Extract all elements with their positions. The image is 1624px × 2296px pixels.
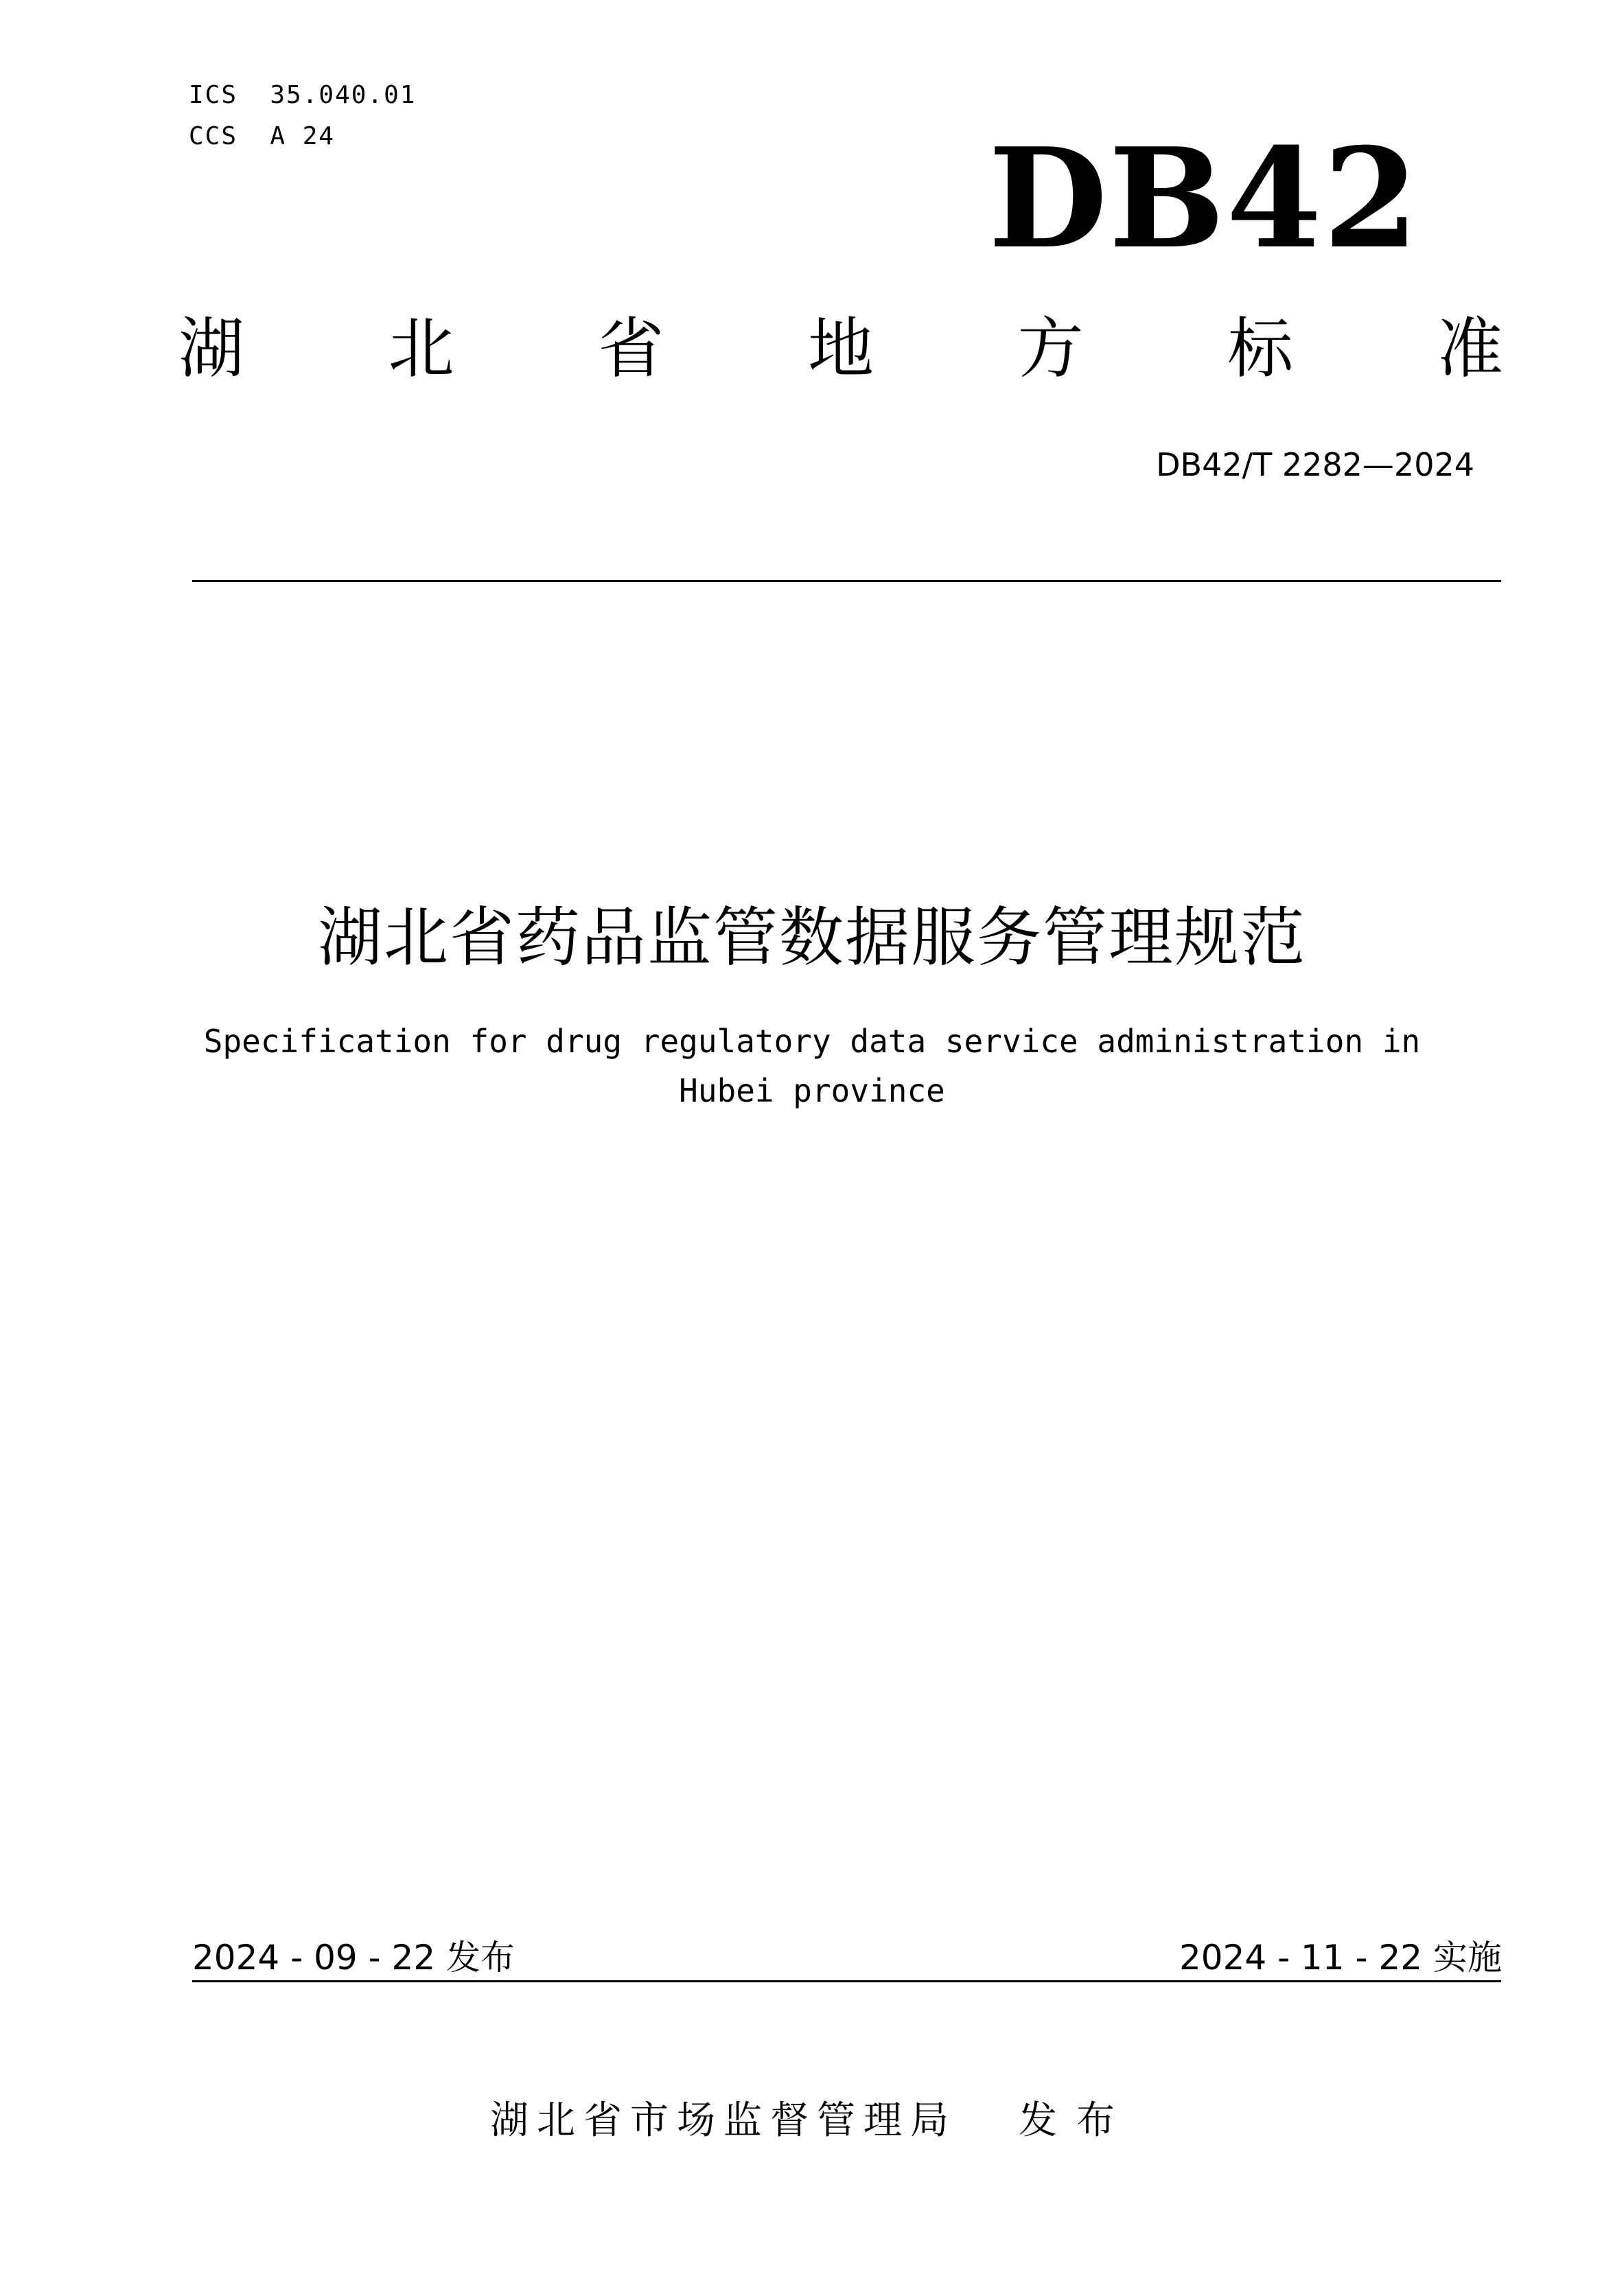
implementation-date: 2024 - 11 - 22 实施 bbox=[1179, 1938, 1502, 1978]
standard-type-char: 北 bbox=[388, 310, 454, 387]
standard-type-char: 省 bbox=[598, 310, 664, 387]
standard-type-char: 准 bbox=[1437, 310, 1503, 387]
ccs-code: CCS A 24 bbox=[189, 122, 336, 150]
standard-type-char: 湖 bbox=[178, 310, 244, 387]
db-logo: DB42 bbox=[988, 118, 1420, 279]
publisher-name: 湖北省市场监督管理局 bbox=[490, 2098, 957, 2143]
standard-type-char: 地 bbox=[807, 310, 874, 387]
english-title-line-1: Specification for drug regulatory data service administration in bbox=[203, 1023, 1421, 1060]
bottom-divider bbox=[192, 1980, 1501, 1982]
english-title-line-2: Hubei province bbox=[679, 1072, 945, 1109]
chinese-title: 湖北省药品监管数据服务管理规范 bbox=[317, 901, 1306, 975]
standard-type-char: 标 bbox=[1227, 310, 1294, 387]
publish-action: 发布 bbox=[1019, 2098, 1134, 2143]
standard-type-heading bbox=[178, 310, 1503, 387]
top-divider bbox=[192, 580, 1501, 582]
issue-date: 2024 - 09 - 22 发布 bbox=[192, 1938, 515, 1978]
publisher-line bbox=[0, 2090, 1624, 2145]
standard-number: DB42/T 2282—2024 bbox=[1156, 446, 1474, 483]
standard-type-char: 方 bbox=[1017, 310, 1084, 387]
ics-code: ICS 35.040.01 bbox=[189, 81, 417, 109]
